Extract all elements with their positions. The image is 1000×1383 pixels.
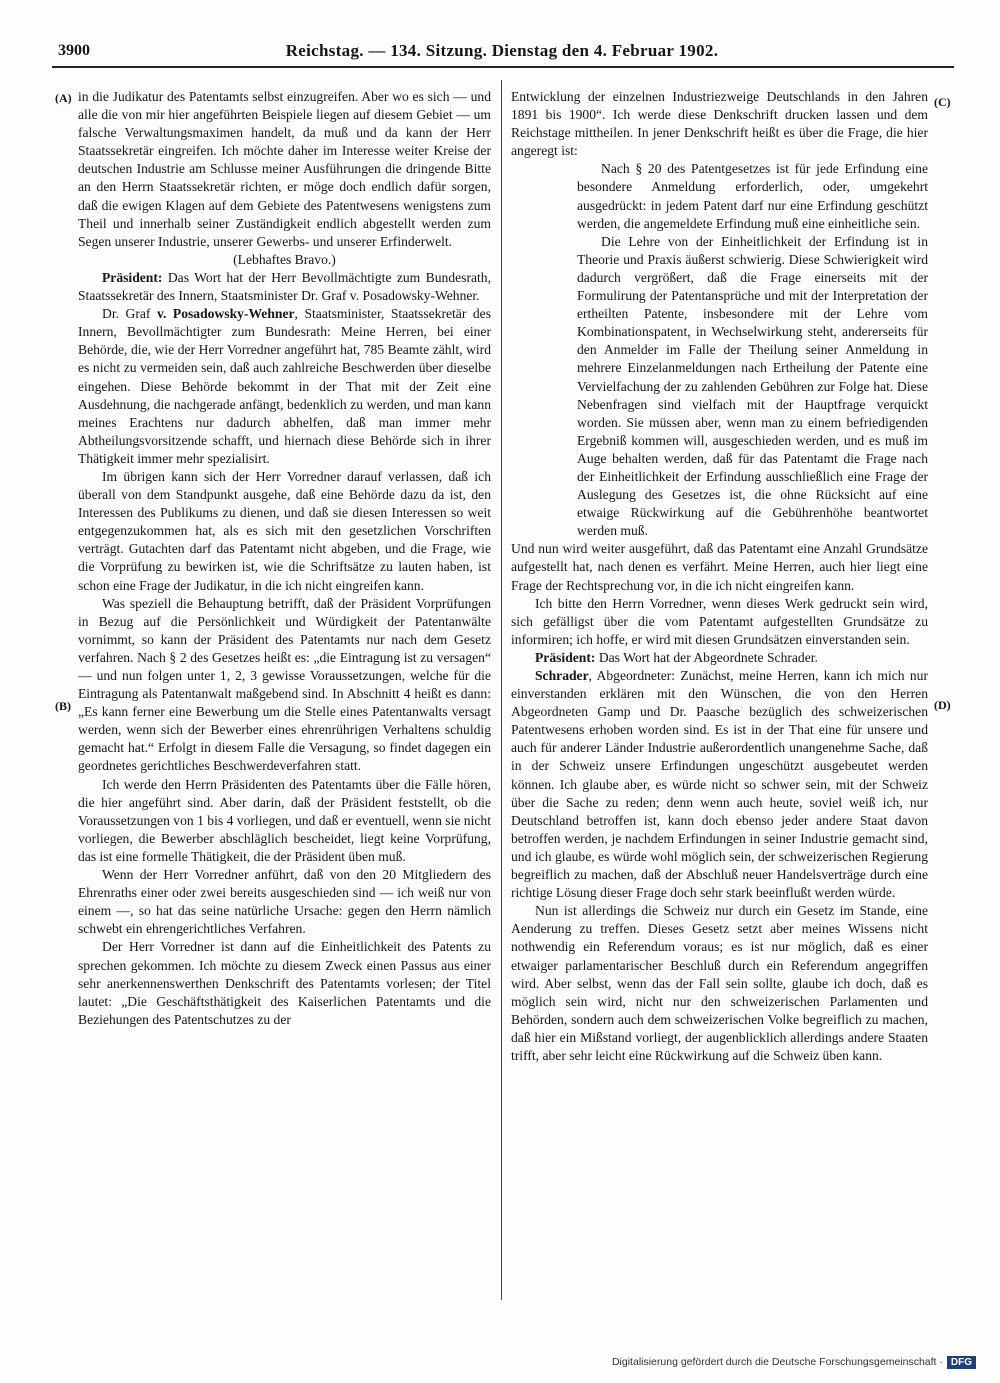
paragraph: Was speziell die Behauptung betrifft, daß der Präsident Vorprüfungen in Bezug auf die Persönlichkeit und Würdigkeit der Patentanwälte vornimmt, so kann der Präsident des Patentamts nur nach dem Gesetz verfahren. Nach § 2 des Gesetzes heißt es: „die Eintragung ist zu versagen“ — und nun folgen unter 1, 2, 3 gewisse Voraussetzungen, welche für die Eintragung als Patentanwalt maßgebend sind. In Abschnitt 4 heißt es dann: „Es kann ferner eine Bewerbung um die Stelle eines Patentanwalts versagt werden, wenn sich der Bewerber eines ehrenrührigen Verhaltens schuldig gemacht hat.“ Erfolgt in diesem Falle die Versagung, so findet dagegen ein geordnetes gerichtliches Beschwerdeverfahren statt. — [78, 595, 491, 774]
page-number: 3900 — [58, 42, 90, 59]
margin-marker-c: (C) — [934, 95, 951, 109]
paragraph — [78, 305, 491, 468]
paragraph — [78, 269, 491, 305]
speech-text: , Staatsminister, Staatssekretär des Innern, Bevollmächtigter zum Bundesrath: Meine Herren, bei einer Behörde, die, wie der Herr Vorredner angeführt hat, 785 Beamte zählt, wird es nicht zu vermeiden sein, daß auch zahlreiche Beschwerden über dieselbe eingehen. Diese Behörde bekommt in der That mit der Zeit eine Ausdehnung, die nachgerade anfängt, bedenklich zu werden, und man kann meines Erachtens nur dadurch abhelfen, daß man immer mehr Abtheilungsvorsitzende schafft, und hiernach diese Behörde sich in ihrer Thätigkeit immer mehr spezialisirt. — [78, 306, 491, 466]
paragraph: Der Herr Vorredner ist dann auf die Einheitlichkeit des Patents zu sprechen gekommen. Ich möchte zu diesem Zweck einen Passus aus einer sehr anerkennenswerthen Denkschrift des Patentamts vorlesen; der Titel lautet: „Die Geschäftsthätigkeit des Kaiserlichen Patentamts und die Beziehungen des Patentschutzes zu der — [78, 939, 491, 1027]
paragraph: Wenn der Herr Vorredner anführt, daß von den 20 Mitgliedern des Ehrenraths einer oder zwei bereits ausgeschieden sind — ich weiß nur von einem —, so hat das seine natürliche Ursache: gegen den Herrn nämlich schwebt ein ehrengerichtliches Verfahren. — [78, 867, 491, 937]
right-column — [511, 88, 928, 1065]
speech-text: , Abgeordneter: Zunächst, meine Herren, kann ich mich nur einverstanden erklären mit den Wünschen, die von den Herren Abgeordneten Gamp und Dr. Paasche bezüglich des schweizerischen Patentwesens erhoben worden sind. Es ist in der That eine für unsere und auch für anderer Länder Industrie außerordentlich unangenehme Sache, daß in der Schweiz unsere Erfindungen ungeschützt ausgebeutet werden können. Ich glaube aber, es würde nicht so schwer sein, mit der Schweiz über die Sache zu reden; denn wenn auch heute, soviel weiß ich, nur Deutschland betroffen ist, kann doch ebenso jeder andere Staat davon betroffen werden, je nachdem Erfindungen in seiner Industrie gemacht sind, und ich glaube, es würde wohl möglich sein, der schweizerischen Regierung begreiflich zu machen, daß der Abschluß neuer Handelsverträge durch eine richtige Lösung dieser Frage doch sehr stark beeinflußt werden würde. — [511, 668, 928, 901]
running-title: Reichstag. — 134. Sitzung. Dienstag den 4. Februar 1902. — [285, 41, 719, 60]
paragraph — [511, 649, 928, 667]
speaker-title: Dr. Graf — [102, 306, 157, 322]
paragraph: Ich bitte den Herrn Vorredner, wenn dieses Werk gedruckt sein wird, sich gefälligst über die vom Patentamt aufgestellten Grundsätze zu informiren; ich hoffe, er wird mit diesen Grundsätzen einverstanden sein. — [511, 595, 928, 647]
speaker-name: Präsident: — [102, 269, 163, 285]
applause-note: (Lebhaftes Bravo.) — [233, 251, 336, 267]
paragraph: in die Judikatur des Patentamts selbst einzugreifen. Aber wo es sich — und alle die von mir hier angeführten Beispiele liegen auf diesem Gebiet — um falsche Verwaltungsmaximen handelt, da muß und da kann der Herr Staatssekretär eingreifen. Ich möchte daher im Interesse weiter Kreise der deutschen Industrie am Schlusse meiner Ausführungen die dringende Bitte an den Herrn Staatssekretär richten, er möge doch endlich dafür sorgen, daß die ewigen Klagen auf dem Gebiete des Patentwesens wenigstens zum Theil und innerhalb seiner Zuständigkeit endlich abgestellt werden zum Segen unserer Industrie, unserer Gewerbs- und unserer Erfinderwelt. — [78, 89, 491, 249]
margin-marker-d: (D) — [934, 698, 951, 712]
margin-marker-a: (A) — [55, 91, 72, 105]
quoted-passage: Nach § 20 des Patentgesetzes ist für jede Erfindung eine besondere Anmeldung erforderlich, oder, umgekehrt ausgedrückt: in jedem Patent darf nur eine Erfindung geschützt werden, die angemeldete Erfindung muß eine einheitliche sein. — [577, 161, 928, 231]
quoted-passage: Die Lehre von der Einheitlichkeit der Erfindung ist in Theorie und Praxis äußerst schwierig. Diese Schwierigkeit wird dadurch vergrößert, daß die Frage einerseits mit der Formulirung der Patentansprüche und mit der Interpretation der ertheilten Patente, insbesondere mit der Lehre vom Kombinationspatent, in Wechselwirkung steht, andererseits für den Anmelder im Falle der Theilung seiner Anmeldung in mehrere Einzelanmeldungen nach Ertheilung der Patente eine Vervielfachung der zu zahlenden Gebühren zur Folge hat. Diese Nebenfragen sind vielfach mit der Hauptfrage verquickt worden. Sie müssen aber, wenn man zu einem befriedigenden Ergebniß kommen will, ausgeschieden werden, und es muß im Auge behalten werden, daß für das Patentamt die Frage nach der Einheitlichkeit der Erfindung ausschließlich eine Frage der Auslegung des Gesetzes ist, die ohne Rücksicht auf eine etwaige Rückwirkung auf die Gebührenhöhe beantwortet werden muß. — [577, 233, 928, 539]
speech-text: Das Wort hat der Abgeordnete Schrader. — [595, 649, 818, 665]
digitization-credit — [612, 1356, 976, 1369]
column-divider — [501, 80, 502, 1300]
paragraph: Entwicklung der einzelnen Industriezweige Deutschlands in den Jahren 1891 bis 1900“. Ich werde diese Denkschrift drucken lassen und dem Reichstage mittheilen. In jener Denkschrift heißt es über die Frage, die hier angeregt ist: — [511, 89, 928, 159]
margin-marker-b: (B) — [55, 699, 71, 713]
paragraph: Ich werde den Herrn Präsidenten des Patentamts über die Fälle hören, die hier angeführt sind. Aber darin, daß der Präsident feststellt, ob die Voraussetzungen von 1 bis 4 vorliegen, und daß er eventuell, wenn sie nicht vorliegen, die Bewerber abschläglich bescheidet, liegt keine Vorprüfung, das ist eine formelle Thätigkeit, die der Präsident üben muß. — [78, 776, 491, 864]
paragraph: Im übrigen kann sich der Herr Vorredner darauf verlassen, daß ich überall von dem Standpunkt ausgehe, daß eine Behörde dazu da ist, den Interessen des Publikums zu dienen, und daß sie diesen Interessen so weit entgegenzukommen hat, als es sich mit den gesetzlichen Vorschriften verträgt. Gutachten darf das Patentamt nicht abgeben, und die Frage, wie die Vorprüfung zu bewirken ist, wie die Schriftsätze zu lauten haben, ist schon eine Frage der Judikatur, in die ich nicht eingreifen kann. — [78, 468, 491, 593]
dfg-logo: DFG — [947, 1356, 976, 1369]
speech-text: Das Wort hat der Herr Bevollmächtigte zum Bundesrath, Staatssekretär des Innern, Staatsminister Dr. Graf v. Posadowsky-Wehner. — [78, 269, 491, 304]
speaker-name: Präsident: — [535, 649, 596, 665]
paragraph: Nun ist allerdings die Schweiz nur durch ein Gesetz im Stande, eine Aenderung zu treffen. Dieses Gesetz setzt aber meines Wissens nicht nothwendig ein Referendum voraus; es ist nur möglich, daß es einer etwaiger parlamentarischer Beschluß durch ein Referendum angegriffen wird. Aber selbst, wenn das der Fall sein sollte, glaube ich doch, daß es möglich sein wird, nicht nur den schweizerischen Parlamenten und Behörden, sondern auch dem schweizerischen Volke begreiflich zu machen, daß hier ein Mißstand vorliegt, der augenblicklich allerdings andere Staaten trifft, aber sehr leicht eine Rückwirkung auf die Schweiz üben kann. — [511, 903, 928, 1063]
paragraph — [511, 667, 928, 902]
left-column — [78, 88, 491, 1029]
paragraph: Und nun wird weiter ausgeführt, daß das Patentamt eine Anzahl Grundsätze aufgestellt hat, nach denen es verfährt. Meine Herren, auch hier liegt eine Frage der Rechtsprechung vor, in die ich nicht eingreifen kann. — [511, 541, 928, 593]
header-rule — [52, 66, 954, 68]
speaker-name: v. Posadowsky-Wehner — [156, 306, 295, 322]
page-header — [52, 36, 952, 62]
credit-text: Digitalisierung gefördert durch die Deutsche Forschungsgemeinschaft · — [611, 1356, 943, 1368]
speaker-name: Schrader — [535, 668, 589, 683]
